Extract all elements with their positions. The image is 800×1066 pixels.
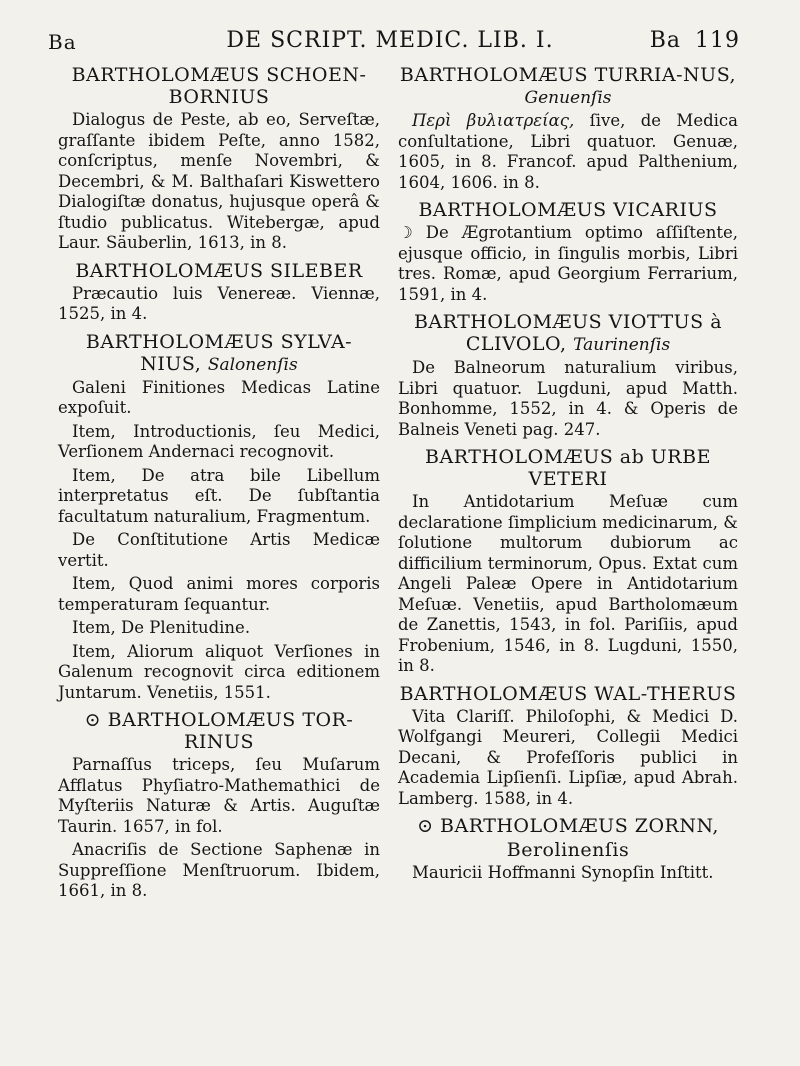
signature-mark: Ba [48,30,77,54]
entry [398,683,738,810]
entry [398,311,738,440]
entry-name: ⊙ BARTHOLOMÆUS ZORNN, [417,815,719,837]
entry-heading [58,331,380,376]
entry-text: ☽ De Ægrotantium optimo aſſiſtente, ejusque officio, in ſingulis morbis, Libri tres. Romæ, apud Georgium Ferrarium, 1591, in 4. [398,223,738,304]
entry-text-body: ſive, de Medica conſultatione, Libri quatuor. Genuæ, 1605, in 8. Francof. apud Palthenium, 1604, 1606. in 8. [398,111,738,192]
entry [398,64,738,193]
entry-place: Genuenſis [524,88,612,108]
entry-name: BARTHOLOMÆUS VICARIUS [418,199,718,221]
entry-text: De Conſtitutione Artis Medicæ vertit. [58,530,380,570]
entry-text [398,111,738,193]
entry-heading [398,311,738,356]
running-header [40,28,740,58]
entry-text: Item, De atra bile Libellum interpretatus eſt. De ſubſtantia facultatum naturalium, Fragmentum. [58,465,380,526]
entry-text: Vita Clariſſ. Philoſophi, & Medici D. Wolfgangi Meureri, Collegii Medici Decani, & Profeſſoris publici in Academia Lipſienſi. Lipſiæ, apud Abrah. Lamberg. 1588, in 4. [398,706,738,808]
entry [398,446,738,677]
entry-heading [398,64,738,109]
entry-name: ⊙ BARTHOLOMÆUS TOR-RINUS [84,709,354,753]
greek-title: Περὶ βυλιατρείας, [412,111,575,130]
entry [58,64,380,254]
entry-place: Taurinenſis [573,335,671,355]
catchword-mark: Ba [649,28,681,53]
entry-name: BARTHOLOMÆUS SYLVA-NIUS, [85,330,353,375]
entry [58,260,380,325]
right-column [398,64,738,890]
running-title: DE SCRIPT. MEDIC. LIB. I. [226,28,554,53]
entry-text: Anacriſis de Sectione Saphenæ in Suppreſſione Menſtruorum. Ibidem, 1661, in 8. [58,840,380,900]
entry [58,709,380,902]
page-number: 119 [695,28,740,53]
entry-text: Parnaſſus triceps, ſeu Muſarum Afflatus Phyſiatro-Mathemathici de Myſteriis Naturæ & Artis. Auguſtæ Taurin. 1657, in fol. [58,755,380,836]
entry-name: BARTHOLOMÆUS TURRIA-NUS, [399,64,737,86]
entry-text: In Antidotarium Meſuæ cum declaratione ſimplicium medicinarum, & ſolutione multorum dubiorum ac difficilium terminorum, Opus. Extat cum Angeli Paleæ Opere in Antidotarium Meſuæ. Venetiis, apud Bartholomæum de Zanettis, 1543, in fol. Pariſiis, apud Frobenium, 1546, in 8. Lugduni, 1550, in 8. [398,492,738,675]
entry-place: Salonenſis [207,354,298,375]
left-column [58,64,380,908]
entry-text: Dialogus de Peste, ab eo, Serveſtæ, graſſante ibidem Peſte, anno 1582, conſcriptus, menſe Novembri, & Decembri, & M. Balthaſari Kiswettero Dialogiſtæ donatus, hujusque operâ & ſtudio publicatus. Witebergæ, apud Laur. Säuberlin, 1613, in 8. [58,110,380,252]
entry-text: Item, Quod animi mores corporis temperaturam ſequantur. [58,574,380,614]
entry-text: Item, Aliorum aliquot Verſiones in Galenum recognovit circa editionem Juntarum. Venetiis, 1551. [58,641,380,702]
entry [398,199,738,305]
entry [58,331,380,704]
entry [398,815,738,884]
entry-name: BARTHOLOMÆUS VIOTTUS à CLIVOLO, [413,311,723,355]
entry-name: BARTHOLOMÆUS SCHOEN-BORNIUS [71,64,367,108]
header-right [636,28,740,53]
entry-name: BARTHOLOMÆUS SILEBER [75,259,363,282]
entry-name: BARTHOLOMÆUS WAL-THERUS [399,682,737,705]
entry-text: Item, De Plenitudine. [72,618,251,637]
entry-text: Galeni Finitiones Medicas Latine expoſuit. [58,377,380,417]
entry-text: Præcautio luis Venereæ. Viennæ, 1525, in 4. [58,283,380,323]
entry-name: BARTHOLOMÆUS ab URBE VETERI [425,446,711,490]
entry-place: Berolinenſis [506,839,630,861]
entry-text: Item, Introductionis, ſeu Medici, Verſionem Andernaci recognovit. [58,421,380,461]
entry-text: Mauricii Hoffmanni Synopſin Inſtitt. [412,863,714,882]
entry-text: De Balneorum naturalium viribus, Libri quatuor. Lugduni, apud Matth. Bonhomme, 1552, in 4. & Operis de Balneis Veneti pag. 247. [398,358,738,439]
